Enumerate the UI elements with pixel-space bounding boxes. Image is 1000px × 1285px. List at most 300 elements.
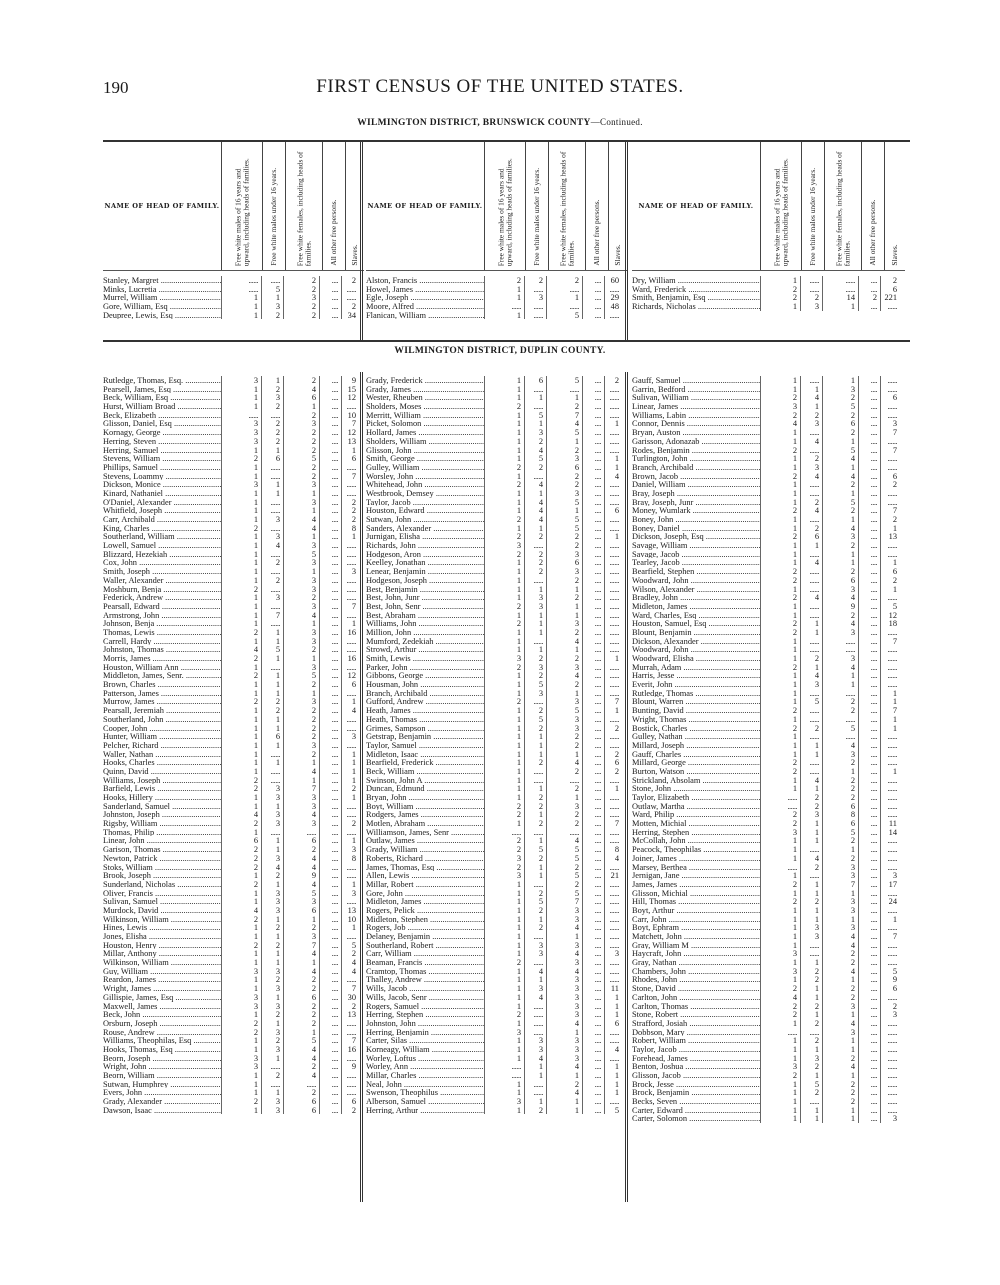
head-of-family-name: Getstrap, Benjamin ..... (366, 732, 484, 741)
cell-col4: .... (858, 593, 880, 602)
cell-col4: .... (582, 776, 604, 785)
cell-col4: .... (582, 863, 604, 872)
head-of-family-name: Smith, Lewis ..... (366, 654, 484, 663)
cell-col5: ...... (880, 663, 900, 672)
cell-col4: .... (858, 680, 880, 689)
cell-col5: ...... (604, 1028, 622, 1037)
cell-col2: 4 (524, 967, 546, 976)
table-row (632, 741, 900, 750)
head-of-family-name: Wills, Jacob ..... (366, 984, 484, 993)
cell-col4: .... (858, 419, 880, 428)
cell-col5: ...... (604, 741, 622, 750)
head-of-family-name: Midleton, James ..... (366, 897, 484, 906)
cell-col1: 1 (760, 602, 800, 611)
cell-col4: .... (319, 854, 341, 863)
cell-col1: 1 (484, 472, 524, 481)
cell-col1: 2 (484, 697, 524, 706)
cell-col2: 2 (261, 941, 283, 950)
table-row (632, 923, 900, 932)
head-of-family-name: Allen, Lewis ..... (366, 871, 484, 880)
cell-col2: 1 (524, 419, 546, 428)
cell-col5: ...... (604, 593, 622, 602)
cell-col3: 3 (546, 550, 582, 559)
cell-col4: .... (858, 472, 880, 481)
cell-col2: ...... (800, 949, 822, 958)
head-of-family-name: Burton, Watson ..... (632, 767, 760, 776)
head-of-family-name: Evers, John ..... (103, 1088, 221, 1097)
column-separator (360, 372, 363, 1202)
cell-col2: 2 (800, 863, 822, 872)
head-of-family-name: Alberson, Samuel ..... (366, 1097, 484, 1106)
head-of-family-name: Daniel, William ..... (632, 480, 760, 489)
table-row (366, 923, 622, 932)
cell-col5: ...... (880, 645, 900, 654)
cell-col5: ...... (880, 906, 900, 915)
table-row (632, 480, 900, 489)
head-of-family-name: Murdock, David ..... (103, 906, 221, 915)
cell-col2: 1 (261, 654, 283, 663)
cell-col4: .... (319, 932, 341, 941)
table-row (103, 576, 359, 585)
cell-col1: 2 (760, 724, 800, 733)
cell-col3: 5 (546, 706, 582, 715)
cell-col3: 3 (546, 993, 582, 1002)
table-row (366, 593, 622, 602)
cell-col4: .... (858, 802, 880, 811)
cell-col2: 3 (524, 602, 546, 611)
cell-col3: 8 (822, 810, 858, 819)
cell-col3: ...... (283, 1080, 319, 1089)
cell-col3: 1 (822, 671, 858, 680)
cell-col4: .... (582, 532, 604, 541)
cell-col3: 3 (283, 541, 319, 550)
cell-col4: .... (582, 854, 604, 863)
head-of-family-name: Stanley, Margret ..... (103, 276, 221, 285)
cell-col1: 2 (221, 524, 261, 533)
cell-col2: ...... (800, 567, 822, 576)
cell-col5: 6 (880, 285, 900, 294)
head-of-family-name: Bray, Joseph ..... (632, 489, 760, 498)
table-row (103, 1010, 359, 1019)
cell-col5: ...... (604, 715, 622, 724)
table-row (366, 949, 622, 958)
cell-col3: 2 (546, 819, 582, 828)
cell-col4: .... (858, 558, 880, 567)
cell-col3: 3 (822, 863, 858, 872)
head-of-family-name: Gulley, Nathan ..... (632, 732, 760, 741)
cell-col1: 1 (484, 411, 524, 420)
cell-col4: .... (858, 480, 880, 489)
cell-col2: 2 (261, 402, 283, 411)
cell-col1: 1 (484, 593, 524, 602)
head-of-family-name: Gore, John ..... (366, 889, 484, 898)
head-of-family-name: Millar, Charles ..... (366, 1071, 484, 1080)
cell-col5: 13 (341, 906, 359, 915)
page-number: 190 (103, 78, 129, 97)
cell-col3: 2 (283, 302, 319, 311)
cell-col4: .... (319, 915, 341, 924)
head-of-family-name: Benton, Joshua ..... (632, 1062, 760, 1071)
cell-col4: .... (582, 480, 604, 489)
cell-col4: .... (582, 1010, 604, 1019)
table-row (103, 541, 359, 550)
header-col1: Free white males of 16 years and upward, including heads of families. (484, 142, 525, 270)
cell-col2: 2 (800, 1036, 822, 1045)
cell-col5: ...... (604, 671, 622, 680)
cell-col3: 3 (283, 819, 319, 828)
head-of-family-name: Millar, Anthony ..... (103, 949, 221, 958)
table-row (366, 602, 622, 611)
head-of-family-name: Stone, David ..... (632, 984, 760, 993)
cell-col5: 3 (341, 567, 359, 576)
cell-col5: 1 (341, 793, 359, 802)
cell-col4: .... (319, 889, 341, 898)
cell-col2: 1 (800, 741, 822, 750)
cell-col1: ...... (484, 302, 524, 311)
cell-col5: 2 (604, 724, 622, 733)
cell-col1: 2 (760, 628, 800, 637)
cell-col2: 3 (524, 1045, 546, 1054)
cell-col3: 3 (822, 923, 858, 932)
head-of-family-name: Williamson, James, Senr ..... (366, 828, 484, 837)
cell-col4: .... (319, 993, 341, 1002)
cell-col3: 4 (283, 767, 319, 776)
cell-col2: 1 (800, 663, 822, 672)
head-of-family-name: Linear, John ..... (103, 836, 221, 845)
table-row (103, 915, 359, 924)
cell-col4: .... (319, 810, 341, 819)
cell-col4: .... (319, 949, 341, 958)
cell-col2: ...... (524, 1010, 546, 1019)
cell-col1: 2 (760, 293, 800, 302)
table-row (366, 1045, 622, 1054)
cell-col1: 2 (760, 1010, 800, 1019)
cell-col3: 2 (822, 567, 858, 576)
table-row (103, 776, 359, 785)
cell-col2: 1 (524, 489, 546, 498)
cell-col5: ...... (604, 402, 622, 411)
cell-col2: 1 (261, 993, 283, 1002)
cell-col2: 3 (261, 897, 283, 906)
cell-col4: .... (319, 302, 341, 311)
cell-col1: 1 (760, 697, 800, 706)
cell-col4: .... (858, 602, 880, 611)
cell-col3: 3 (546, 958, 582, 967)
cell-col3: 2 (546, 593, 582, 602)
head-of-family-name: Sulivan, Samuel ..... (103, 897, 221, 906)
cell-col4: .... (858, 941, 880, 950)
cell-col1: 1 (760, 611, 800, 620)
cell-col4: .... (858, 793, 880, 802)
cell-col2: 2 (800, 411, 822, 420)
table-row (366, 750, 622, 759)
cell-col4: .... (858, 671, 880, 680)
cell-col4: .... (319, 767, 341, 776)
cell-col5: ...... (604, 576, 622, 585)
cell-col5: 5 (880, 602, 900, 611)
cell-col3: 2 (822, 480, 858, 489)
head-of-family-name: Gray, William M ..... (632, 941, 760, 950)
cell-col5: ...... (880, 463, 900, 472)
cell-col1: 2 (760, 576, 800, 585)
cell-col5: 7 (880, 932, 900, 941)
cell-col5: ...... (341, 1028, 359, 1037)
head-of-family-name: Whitehead, John ..... (366, 480, 484, 489)
cell-col3: 1 (822, 463, 858, 472)
table-row (366, 680, 622, 689)
cell-col1: 1 (221, 889, 261, 898)
cell-col1: ...... (760, 1028, 800, 1037)
table-row (366, 958, 622, 967)
cell-col1: 1 (484, 285, 524, 294)
table-row (103, 524, 359, 533)
cell-col3: 7 (822, 880, 858, 889)
table-row (632, 889, 900, 898)
table-row (632, 810, 900, 819)
cell-col5: 2 (341, 949, 359, 958)
cell-col3: 2 (546, 880, 582, 889)
cell-col3: 1 (822, 915, 858, 924)
cell-col1: 1 (221, 567, 261, 576)
cell-col4: .... (582, 567, 604, 576)
cell-col2: ...... (800, 715, 822, 724)
cell-col2: ...... (261, 828, 283, 837)
head-of-family-name: Housman, John ..... (366, 680, 484, 689)
cell-col3: 3 (546, 906, 582, 915)
cell-col4: .... (582, 1028, 604, 1037)
cell-col4: .... (582, 576, 604, 585)
table-row (366, 472, 622, 481)
table-row (366, 776, 622, 785)
table-row (632, 932, 900, 941)
cell-col2: 1 (524, 524, 546, 533)
cell-col3: 1 (283, 489, 319, 498)
cell-col3: 4 (546, 923, 582, 932)
table-row (632, 454, 900, 463)
cell-col5: 1 (341, 767, 359, 776)
cell-col3: 3 (546, 975, 582, 984)
cell-col1: 1 (221, 802, 261, 811)
cell-col3: 1 (546, 393, 582, 402)
cell-col5: 15 (341, 385, 359, 394)
cell-col4: .... (858, 550, 880, 559)
cell-col1: 3 (484, 541, 524, 550)
cell-col3: 1 (283, 689, 319, 698)
head-of-family-name: Maxwell, James ..... (103, 1002, 221, 1011)
cell-col4: .... (858, 506, 880, 515)
cell-col4: .... (582, 311, 604, 320)
cell-col4: .... (582, 828, 604, 837)
cell-col4: .... (858, 515, 880, 524)
table-row (366, 498, 622, 507)
head-of-family-name: Chambers, John ..... (632, 967, 760, 976)
cell-col2: 1 (524, 750, 546, 759)
cell-col3: 1 (822, 889, 858, 898)
cell-col3: 3 (283, 897, 319, 906)
cell-col1: 1 (484, 489, 524, 498)
cell-col2: 2 (524, 532, 546, 541)
cell-col4: .... (858, 863, 880, 872)
cell-col4: .... (582, 1071, 604, 1080)
table-row (103, 550, 359, 559)
cell-col1: 1 (484, 567, 524, 576)
cell-col2: 1 (524, 1071, 546, 1080)
cell-col3: 14 (822, 293, 858, 302)
head-of-family-name: Rutledge, Thomas, Esq. ..... (103, 376, 221, 385)
cell-col5: ...... (880, 680, 900, 689)
cell-col3: 2 (283, 923, 319, 932)
head-of-family-name: Guy, William ..... (103, 967, 221, 976)
table-row (366, 1106, 622, 1115)
head-of-family-name: Thalley, Andrew ..... (366, 975, 484, 984)
cell-col1: 1 (760, 975, 800, 984)
head-of-family-name: Beorn, William ..... (103, 1071, 221, 1080)
cell-col2: 1 (261, 446, 283, 455)
cell-col5: ...... (604, 810, 622, 819)
cell-col5: ...... (604, 637, 622, 646)
cell-col2: 2 (800, 897, 822, 906)
table-row (632, 1036, 900, 1045)
cell-col4: .... (582, 958, 604, 967)
cell-col4: .... (858, 871, 880, 880)
table-row (632, 671, 900, 680)
cell-col4: .... (858, 967, 880, 976)
cell-col1: 4 (221, 810, 261, 819)
cell-col2: ...... (524, 880, 546, 889)
head-of-family-name: Dry, William ..... (632, 276, 760, 285)
cell-col1: 1 (760, 524, 800, 533)
table-row (103, 1071, 359, 1080)
cell-col2: 2 (261, 576, 283, 585)
cell-col4: .... (582, 967, 604, 976)
table-row (366, 1028, 622, 1037)
cell-col2: 2 (261, 1071, 283, 1080)
cell-col2: 2 (524, 819, 546, 828)
cell-col5: ...... (341, 689, 359, 698)
table-row (366, 732, 622, 741)
cell-col2: 2 (261, 706, 283, 715)
cell-col1: ...... (221, 285, 261, 294)
cell-col5: ...... (880, 750, 900, 759)
table-row (366, 385, 622, 394)
cell-col3: 1 (546, 1097, 582, 1106)
cell-col4: .... (858, 750, 880, 759)
cell-col4: .... (319, 285, 341, 294)
cell-col2: 1 (261, 758, 283, 767)
cell-col3: 3 (546, 619, 582, 628)
cell-col2: 5 (524, 715, 546, 724)
table-row (366, 906, 622, 915)
cell-col5: 8 (341, 854, 359, 863)
cell-col4: .... (858, 1088, 880, 1097)
cell-col4: .... (582, 515, 604, 524)
cell-col2: ...... (524, 1028, 546, 1037)
cell-col4: .... (319, 880, 341, 889)
cell-col1: 2 (484, 845, 524, 854)
cell-col3: 1 (283, 619, 319, 628)
head-of-family-name: Wilkinson, William ..... (103, 958, 221, 967)
cell-col2: 2 (524, 1106, 546, 1115)
table-row (632, 654, 900, 663)
cell-col1: 1 (484, 689, 524, 698)
cell-col4: .... (319, 489, 341, 498)
cell-col5: 2 (341, 819, 359, 828)
cell-col2: 1 (524, 975, 546, 984)
table-row (103, 1097, 359, 1106)
cell-col5: 16 (341, 628, 359, 637)
cell-col1: 4 (221, 645, 261, 654)
cell-col1: 1 (484, 428, 524, 437)
cell-col1: 3 (221, 1002, 261, 1011)
cell-col5: ...... (604, 897, 622, 906)
cell-col4: .... (319, 419, 341, 428)
cell-col1: 1 (760, 845, 800, 854)
cell-col1: 2 (760, 897, 800, 906)
head-of-family-name: Patterson, James ..... (103, 689, 221, 698)
cell-col3: 4 (822, 741, 858, 750)
cell-col2: 2 (261, 311, 283, 320)
head-of-family-name: Ward, Frederick ..... (632, 285, 760, 294)
table-row (632, 697, 900, 706)
cell-col2: ...... (524, 932, 546, 941)
head-of-family-name: Carlton, John ..... (632, 993, 760, 1002)
cell-col3: 4 (822, 967, 858, 976)
cell-col2: 3 (261, 906, 283, 915)
mid-rule (103, 340, 910, 342)
cell-col4: .... (858, 489, 880, 498)
cell-col5: 1 (341, 836, 359, 845)
cell-col2: 1 (261, 637, 283, 646)
cell-col5: ...... (341, 585, 359, 594)
cell-col1: 1 (760, 585, 800, 594)
table-row (632, 767, 900, 776)
table-row (632, 376, 900, 385)
cell-col1: 3 (221, 480, 261, 489)
cell-col2: 1 (800, 889, 822, 898)
cell-col2: 2 (524, 724, 546, 733)
head-of-family-name: Best, John, Junr ..... (366, 593, 484, 602)
table-row (103, 1036, 359, 1045)
cell-col5: 1 (341, 446, 359, 455)
cell-col4: .... (319, 863, 341, 872)
cell-col1: 2 (221, 854, 261, 863)
cell-col4: .... (319, 906, 341, 915)
cell-col2: ...... (800, 376, 822, 385)
head-of-family-name: Quinn, David ..... (103, 767, 221, 776)
cell-col2: 4 (800, 776, 822, 785)
cell-col3: 2 (822, 784, 858, 793)
cell-col3: 4 (283, 967, 319, 976)
header-col4: All other free persons. (585, 142, 608, 270)
head-of-family-name: Haycraft, John ..... (632, 949, 760, 958)
cell-col2: 1 (800, 750, 822, 759)
cell-col3: 4 (822, 454, 858, 463)
head-of-family-name: Everit, John ..... (632, 680, 760, 689)
head-of-family-name: Motlen, Abraham ..... (366, 819, 484, 828)
head-of-family-name: Carlton, Thomas ..... (632, 1002, 760, 1011)
head-of-family-name: Beck, John ..... (103, 1010, 221, 1019)
table-row (103, 302, 359, 311)
cell-col5: ...... (604, 428, 622, 437)
table-row (103, 906, 359, 915)
cell-col3: 7 (283, 784, 319, 793)
cell-col5: 1 (880, 767, 900, 776)
cell-col5: 3 (341, 732, 359, 741)
cell-col4: .... (582, 619, 604, 628)
table-row (103, 393, 359, 402)
cell-col3: 4 (546, 419, 582, 428)
cell-col5: ...... (604, 1036, 622, 1045)
